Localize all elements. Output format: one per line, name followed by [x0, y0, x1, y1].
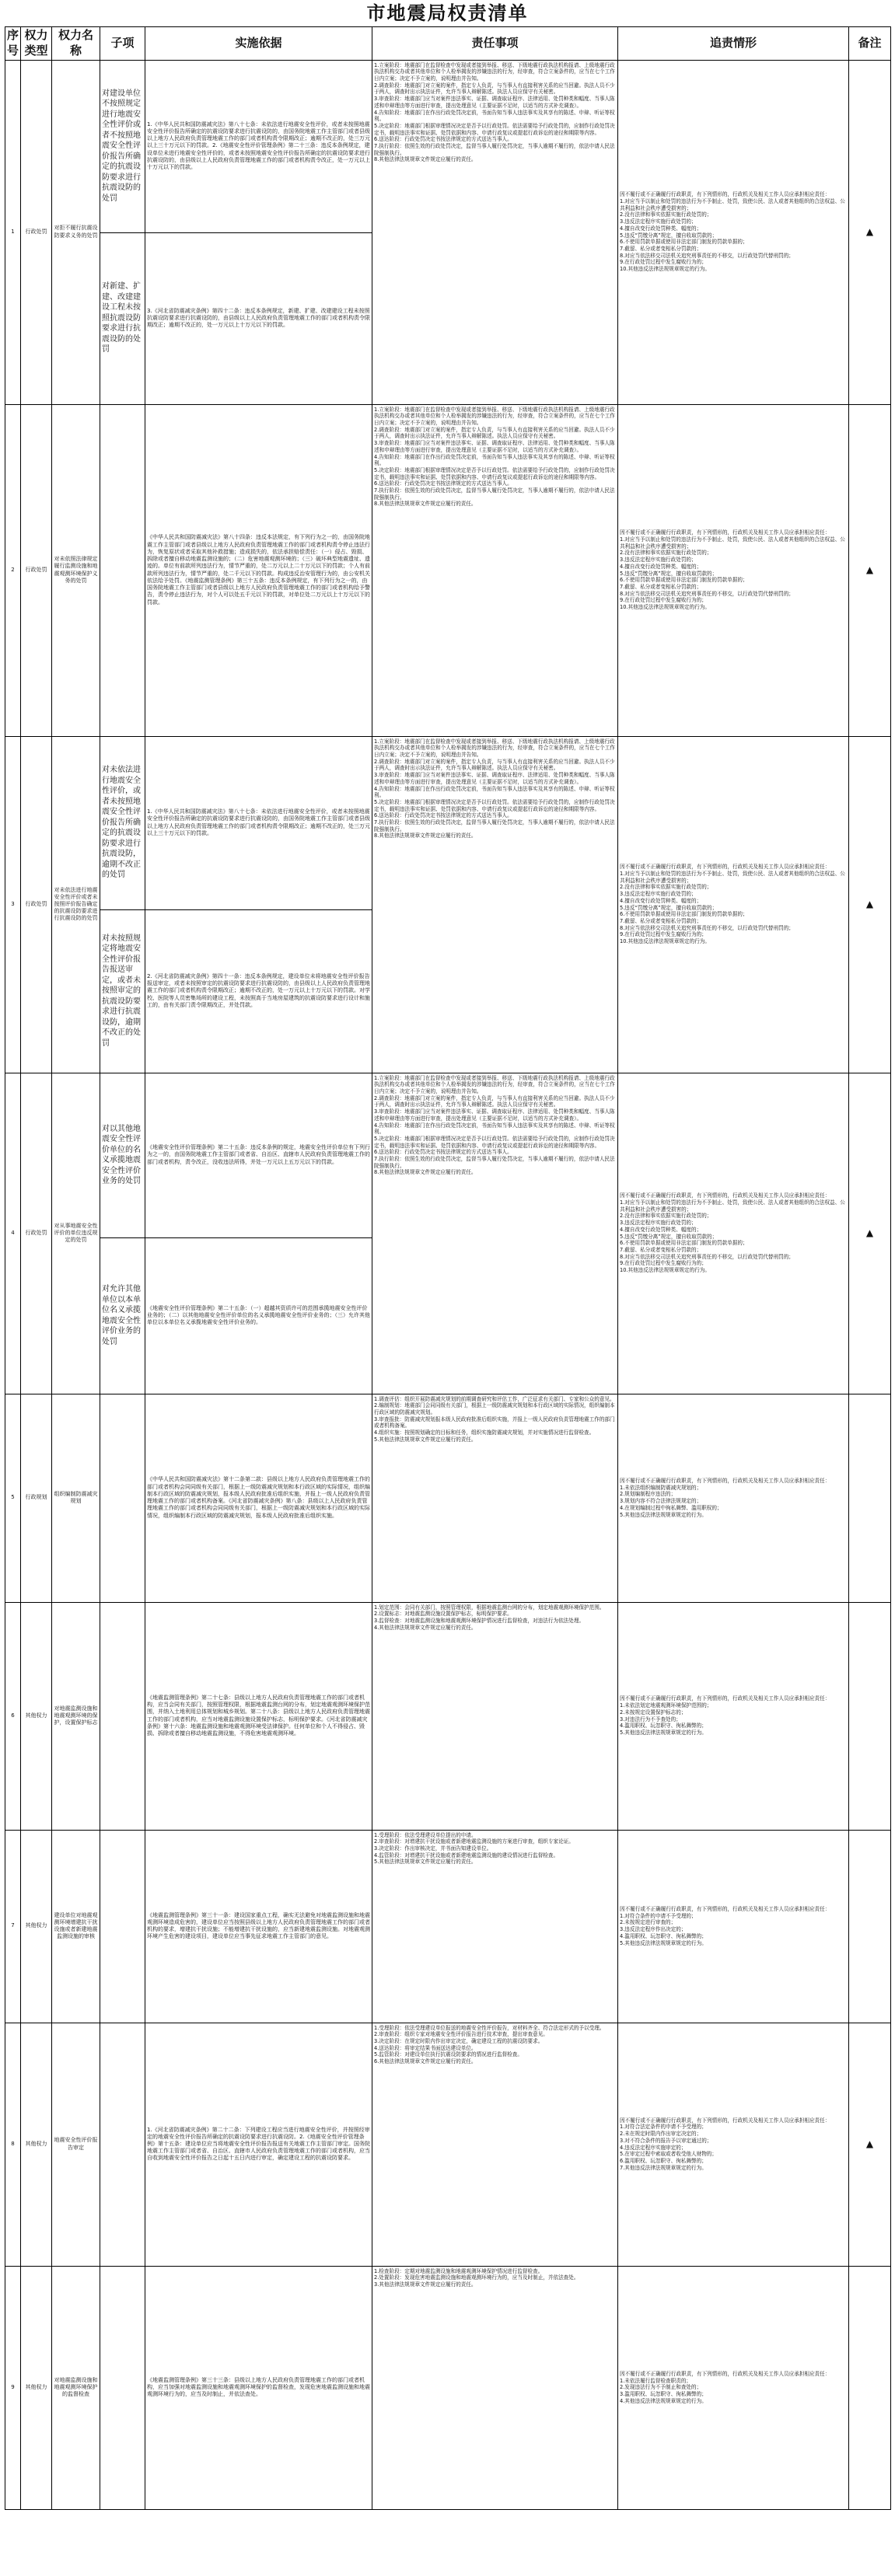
- text-line: 1.对应当予以制止和处罚的违法行为不予制止、处罚，致使公民、法人或者其他组织的合法权益、公共利益和社会秩序遭受损害的；: [620, 1199, 845, 1213]
- text-line: 3.审查阶段：地震部门应当对案件违法事实、证据、调查取证程序、法律适用、处罚种类和幅度、当事人陈述和申辩理由等方面进行审查，提出处理意见（主要证据不足时，以适当的方式补充调查）。: [374, 440, 615, 453]
- power-type: 行政处罚: [21, 1073, 52, 1394]
- sub-item: 对未依法进行地震安全性评价，或者未按照地震安全性评价报告所确定的抗震设防要求进行抗震设防，逾期不改正的处罚: [100, 736, 145, 909]
- text-line: 1.对应当予以制止和处罚的违法行为不予制止、处罚，致使公民、法人或者其他组织的合法权益、公共利益和社会秩序遭受损害的；: [620, 198, 845, 211]
- power-name: 地震安全性评价报告审定: [52, 2023, 100, 2266]
- text-line: 3.对不符合条件的报告予以审定通过的；: [620, 2137, 712, 2144]
- remark: [849, 1394, 891, 1602]
- text-line: 1.划定范围：会同有关部门，按照管理权限，根据地震监测台网的分布，划定地震观测环境保护范围。: [374, 1604, 605, 1611]
- text-line: 因不履行或不正确履行行政职责，有下列情形的，行政机关及相关工作人员应承担相应责任：: [620, 2370, 830, 2377]
- text-line: 7.截留、私分或者变相私分罚款的；: [620, 918, 702, 924]
- sub-item: [100, 2023, 145, 2266]
- text-line: 5.在审定过程中索取或者收受他人财物的；: [620, 2151, 717, 2158]
- text-line: 4.滥用职权、玩忽职守、徇私舞弊的；: [620, 1723, 707, 1730]
- text-line: 因不履行或不正确履行行政职责，有下列情形的，行政机关及相关工作人员应承担相应责任：: [620, 2117, 830, 2124]
- text-line: 因不履行或不正确履行行政职责，有下列情形的，行政机关及相关工作人员应承担相应责任：: [620, 191, 830, 198]
- text-line: 8.对应当依法移交司法机关追究刑事责任的不移交，以行政处罚代替刑罚的；: [620, 590, 794, 597]
- text-line: 8.对应当依法移交司法机关追究刑事责任的不移交，以行政处罚代替刑罚的；: [620, 252, 794, 259]
- text-line: 4.擅自改变行政处罚种类、幅度的；: [620, 897, 702, 904]
- table-row: [5, 736, 891, 909]
- text-line: 4.擅自改变行政处罚种类、幅度的；: [620, 563, 702, 570]
- header-cell: 子项: [100, 27, 145, 61]
- text-line: 3.其他法律法规规章文件规定应履行的责任。: [374, 2281, 477, 2288]
- responsibility-items: [372, 736, 618, 1073]
- text-line: 7.其他违反法律法规规章规定的行为。: [620, 2164, 707, 2171]
- text-line: 2.未按规定设置保护标志的；: [620, 1709, 687, 1716]
- text-line: 4.擅自改变行政处罚种类、幅度的；: [620, 1226, 702, 1233]
- text-line: 8.其他法律法规规章文件规定应履行的责任。: [374, 832, 477, 839]
- text-line: 9.在行政处罚过程中发生腐败行为的；: [620, 597, 707, 604]
- implementation-basis: 《地震监测管理条例》第三十一条：建设国家重点工程，确实无法避免对地震监测设施和地震观测环境造成危害的，建设单位应当按照县级以上地方人民政府负责管理地震工作的部门或者机构的要求，增建抗干扰设施；不能增建抗干扰设施的，应当新建地震监测设施。对地震观测环境产生危害的建设项目，建设单位应当事先征求地震工作主管部门的意见。: [145, 1830, 372, 2023]
- sub-item: 对未按照规定将地震安全性评价报告报送审定，或者未按照审定的抗震设防要求进行抗震设防，逾期不改正的处罚: [100, 909, 145, 1073]
- text-line: 7.截留、私分或者变相私分罚款的；: [620, 246, 702, 252]
- header-cell: 责任事项: [372, 27, 618, 61]
- implementation-basis: 《中华人民共和国防震减灾法》第十二条第二款：县级以上地方人民政府负责管理地震工作的部门或者机构会同同级有关部门，根据上一级防震减灾规划和本行政区域的实际情况，组织编制本行政区域的防震减灾规划，报本级人民政府批准后组织实施，并报上一级人民政府负责管理地震工作的部门或者机构备案。《河北省防震减灾条例》第八条：县级以上人民政府负责管理地震工作的部门或者机构会同同级有关部门，根据上一级防震减灾规划和本行政区域的实际情况，组织编制本行政区域的防震减灾规划，报本级人民政府批准后组织实施。: [145, 1394, 372, 1602]
- header-cell: 序号: [5, 27, 21, 61]
- power-name: 对地震监测设施和地震观测环境保护的监督检查: [52, 2266, 100, 2509]
- text-line: 4.告知阶段：地震部门在作出行政处罚决定前，书面告知当事人违法事实及其享有的陈述、申辩、听证等权利。: [374, 453, 615, 467]
- header-row: [5, 27, 891, 61]
- text-line: 6.不使用罚款单据或使用非法定部门制发的罚款单据的；: [620, 239, 748, 246]
- text-line: 3.审查阶段：地震部门应当对案件违法事实、证据、调查取证程序、法律适用、处罚种类和幅度、当事人陈述和申辩理由等方面进行审查，提出处理意见（主要证据不足时，以适当的方式补充调查）。: [374, 1108, 615, 1122]
- implementation-basis: 1.《河北省防震减灾条例》第二十二条：下列建设工程应当进行地震安全性评价，并按照经审定的地震安全性评价报告所确定的抗震设防要求进行抗震设防。2.《地震安全性评价管理条例》第十五条：建设单位应当将地震安全性评价报告报送有关地震工作主管部门审定。国务院地震工作主管部门或者省、自治区、直辖市人民政府负责管理地震工作的部门或者机构，应当自收到地震安全性评价报告之日起十五日内进行审定，确定建设工程的抗震设防要求。: [145, 2023, 372, 2266]
- remark: ▲: [849, 404, 891, 736]
- text-line: 因不履行或不正确履行行政职责，有下列情形的，行政机关及相关工作人员应承担相应责任：: [620, 1905, 830, 1912]
- text-line: 5.违反“罚缴分离”规定，擅自收取罚款的；: [620, 1233, 718, 1240]
- text-line: 6.送达阶段：行政处罚决定书按法律规定的方式送达当事人。: [374, 136, 512, 143]
- text-line: 3.滥用职权、玩忽职守、徇私舞弊的；: [620, 2390, 707, 2397]
- text-line: 4.其他法律法规规章文件规定应履行的责任。: [374, 1624, 477, 1631]
- row-number: 2: [5, 404, 21, 736]
- implementation-basis: 1.《中华人民共和国防震减灾法》第八十七条：未依法进行地震安全性评价，或者未按照地震安全性评价报告所确定的抗震设防要求进行抗震设防的，由国务院地震工作主管部门或者县级以上地方人民政府负责管理地震工作的部门或者机构责令限期改正；逾期不改正的，处三万元以上三十万元以下的罚款。: [145, 736, 372, 909]
- implementation-basis: 1.《中华人民共和国防震减灾法》第八十七条：未依法进行地震安全性评价，或者未按照地震安全性评价报告所确定的抗震设防要求进行抗震设防的，由国务院地震工作主管部门或者县级以上地方人民政府负责管理地震工作的部门或者机构责令限期改正；逾期不改正的，处三万元以上三十万元以下的罚款。2.《地震安全性评价管理条例》第二十三条：违反本条例规定，建设单位未进行地震安全性评价的，或者未按照地震安全性评价报告所确定的抗震设防要求进行抗震设防的，由县级以上人民政府负责管理地震工作的部门或者机构责令改正，处一万元以上十万元以下的罚款。: [145, 60, 372, 232]
- text-line: 6.不使用罚款单据或使用非法定部门制发的罚款单据的；: [620, 911, 748, 918]
- text-line: 因不履行或不正确履行行政职责，有下列情形的，行政机关及相关工作人员应承担相应责任：: [620, 1477, 830, 1484]
- header-cell: 备注: [849, 27, 891, 61]
- text-line: 3.审查阶段：地震部门应当对案件违法事实、证据、调查取证程序、法律适用、处罚种类和幅度、当事人陈述和申辩理由等方面进行审查，提出处理意见（主要证据不足时，以适当的方式补充调查）。: [374, 772, 615, 785]
- text-line: 1.未依法组织编制防震减灾规划的；: [620, 1484, 702, 1491]
- text-line: 5.其他违反法律法规规章规定的行为。: [620, 1939, 707, 1946]
- row-number: 9: [5, 2266, 21, 2509]
- text-line: 3.违反法定程序实施行政处罚的；: [620, 218, 697, 225]
- accountability-cases: [618, 404, 849, 736]
- sub-item: 对建设单位不按照规定进行地震安全性评价或者不按照地震安全性评价报告所确定的抗震设防要求进行抗震设防的处罚: [100, 60, 145, 232]
- sub-item: [100, 404, 145, 736]
- text-line: 7.执行阶段：依照生效的行政处罚决定，监督当事人履行处罚决定，当事人逾期不履行的，依法申请人民法院强制执行。: [374, 487, 615, 501]
- power-name: 组织编制防震减灾规划: [52, 1394, 100, 1602]
- text-line: 2.未按规定进行审查的；: [620, 1919, 676, 1926]
- text-line: 1.未依法划定地震观测环境保护范围的；: [620, 1702, 712, 1709]
- text-line: 3.监督检查：对地震监测设施和地震观测环境保护情况进行监督检查，对违法行为依法处理。: [374, 1618, 585, 1624]
- implementation-basis: 《地震安全性评价管理条例》第二十五条：违反本条例的规定，地震安全性评价单位有下列行为之一的，由国务院地震工作主管部门或者省、自治区、直辖市人民政府负责管理地震工作的部门或者机构，责令改正，没收违法所得，并处一万元以上五万元以下的罚款。: [145, 1073, 372, 1237]
- text-line: 3.违反法定程序实施行政处罚的；: [620, 557, 697, 564]
- text-line: 2.调查阶段：地震部门对立案的案件，指定专人负责，与当事人有直接利害关系的应当回避。执法人员不少于两人，调查时出示执法证件，允许当事人辩解陈述。执法人员应保守有关秘密。: [374, 1094, 615, 1108]
- accountability-cases: [618, 1394, 849, 1602]
- implementation-basis: 《地震安全性评价管理条例》第二十五条：（一）超越其资质许可的范围承揽地震安全性评价业务的；（二）以其他地震安全性评价单位的名义承揽地震安全性评价业务的；（三）允许其他单位以本单位名义承揽地震安全性评价业务的。: [145, 1237, 372, 1394]
- text-line: 2.没有法律和事实依据实施行政处罚的；: [620, 884, 712, 891]
- text-line: 1.受理阶段：依法受理建设单位报送的地震安全性评价报告，对材料齐全、符合法定形式的予以受理。: [374, 2024, 605, 2031]
- power-name: 对从事地震安全性评价的单位违反规定的处罚: [52, 1073, 100, 1394]
- text-line: 1.对符合法定条件的申请不予受理的；: [620, 2124, 707, 2131]
- text-line: 2.未在规定时限内作出审定决定的；: [620, 2131, 702, 2138]
- text-line: 6.滥用职权、玩忽职守、徇私舞弊的；: [620, 2158, 707, 2164]
- power-type: 行政处罚: [21, 60, 52, 404]
- text-line: 5.违反“罚缴分离”规定，擅自收取罚款的；: [620, 904, 718, 911]
- text-line: 10.其他违反法律法规规章规定的行为。: [620, 938, 710, 945]
- sub-item: [100, 1602, 145, 1830]
- text-line: 10.其他违反法律法规规章规定的行为。: [620, 266, 710, 273]
- text-line: 6.送达阶段：行政处罚决定书按法律规定的方式送达当事人。: [374, 1149, 512, 1156]
- text-line: 10.其他违反法律法规规章规定的行为。: [620, 604, 710, 611]
- text-line: 1.立案阶段：地震部门在监督检查中发现或者接到举报、移送、下级地震行政执法机构报请、上级地震行政执法机构交办或者其他单位和个人检举揭发的涉嫌违法的行为，经审查，符合立案条件的，应当在七个工作日内立案；决定不予立案的，说明理由并告知。: [374, 406, 615, 426]
- text-line: 5.决定阶段：地震部门根据审理情况决定是否予以行政处罚。依法需要给予行政处罚的，应制作行政处罚决定书，载明违法事实和证据、处罚依据和内容、申请行政复议或提起行政诉讼的途径和期限等内容。: [374, 798, 615, 812]
- text-line: 1.对应当予以制止和处罚的违法行为不予制止、处罚，致使公民、法人或者其他组织的合法权益、公共利益和社会秩序遭受损害的；: [620, 536, 845, 550]
- text-line: 因不履行或不正确履行行政职责，有下列情形的，行政机关及相关工作人员应承担相应责任：: [620, 1695, 830, 1702]
- text-line: 9.在行政处罚过程中发生腐败行为的；: [620, 1260, 707, 1267]
- remark: [849, 1830, 891, 2023]
- accountability-cases: [618, 2266, 849, 2509]
- text-line: 5.决定阶段：地震部门根据审理情况决定是否予以行政处罚。依法需要给予行政处罚的，应制作行政处罚决定书，载明违法事实和证据、处罚依据和内容、申请行政复议或提起行政诉讼的途径和期限等内容。: [374, 466, 615, 480]
- accountability-cases: [618, 1830, 849, 2023]
- text-line: 1.受理阶段：依法受理建设单位提出的申请。: [374, 1831, 477, 1838]
- text-line: 2.调查阶段：地震部门对立案的案件，指定专人负责，与当事人有直接利害关系的应当回避。执法人员不少于两人，调查时出示执法证件，允许当事人辩解陈述。执法人员应保守有关秘密。: [374, 82, 615, 96]
- text-line: 1.检查阶段：定期对地震监测设施和地震观测环境保护情况进行监督检查。: [374, 2267, 544, 2274]
- text-line: 4.组织实施：按照规划确定的目标和任务，组织实施防震减灾规划，并对实施情况进行监督检查。: [374, 1429, 595, 1436]
- power-type: 行政处罚: [21, 736, 52, 1073]
- text-line: 6.送达阶段：行政处罚决定书按法律规定的方式送达当事人。: [374, 480, 512, 487]
- header-cell: 追责情形: [618, 27, 849, 61]
- text-line: 5.其他法律法规规章文件规定应履行的责任。: [374, 1436, 477, 1443]
- text-line: 5.监管阶段：对建设单位执行抗震设防要求的情况进行监督检查。: [374, 2051, 523, 2058]
- table-row: [5, 2023, 891, 2266]
- table-row: [5, 1073, 891, 1237]
- remark: ▲: [849, 1073, 891, 1394]
- sub-item: 对新建、扩建、改建建设工程未按照抗震设防要求进行抗震设防的处罚: [100, 232, 145, 404]
- text-line: 3.违反法定程序实施行政处罚的；: [620, 891, 697, 898]
- text-line: 1.对应当予以制止和处罚的违法行为不予制止、处罚，致使公民、法人或者其他组织的合法权益、公共利益和社会秩序遭受损害的；: [620, 871, 845, 884]
- text-line: 1.立案阶段：地震部门在监督检查中发现或者接到举报、移送、下级地震行政执法机构报请、上级地震行政执法机构交办或者其他单位和个人检举揭发的涉嫌违法的行为，经审查，符合立案条件的，应当在七个工作日内立案；决定不予立案的，说明理由并告知。: [374, 738, 615, 758]
- power-name: 建设单位对地震观测环境增建抗干扰设施或者新建地震监测设施的审核: [52, 1830, 100, 2023]
- text-line: 5.决定阶段：地震部门根据审理情况决定是否予以行政处罚。依法需要给予行政处罚的，应制作行政处罚决定书，载明违法事实和证据、处罚依据和内容、申请行政复议或提起行政诉讼的途径和期限等内容。: [374, 122, 615, 136]
- row-number: 3: [5, 736, 21, 1073]
- text-line: 3.违反法定程序实施行政处罚的；: [620, 1220, 697, 1227]
- text-line: 4.监管阶段：对增建抗干扰设施或者新建地震监测设施的建设情况进行监督检查。: [374, 1852, 559, 1859]
- text-line: 6.其他法律法规规章文件规定应履行的责任。: [374, 2058, 477, 2065]
- table-row: [5, 1602, 891, 1830]
- power-type: 其他权力: [21, 2023, 52, 2266]
- table-row: [5, 2266, 891, 2509]
- row-number: 7: [5, 1830, 21, 2023]
- accountability-cases: [618, 1602, 849, 1830]
- text-line: 2.没有法律和事实依据实施行政处罚的；: [620, 211, 712, 218]
- text-line: 5.其他违反法律法规规章规定的行为。: [620, 1511, 707, 1518]
- remark: [849, 1602, 891, 1830]
- power-name: 对拒不履行抗震设防要求义务的处罚: [52, 60, 100, 404]
- remark: ▲: [849, 2023, 891, 2266]
- text-line: 2.处置阶段：发现危害地震监测设施和地震观测环境行为的，应当及时制止，并依法查处。: [374, 2274, 579, 2281]
- sub-item: [100, 1394, 145, 1602]
- text-line: 3.决定阶段：在规定时限内作出审定决定，确定建设工程的抗震设防要求。: [374, 2038, 544, 2044]
- text-line: 1.对符合条件的申请不予受理的；: [620, 1912, 697, 1919]
- text-line: 2.审查阶段：对增建抗干扰设施或者新建地震监测设施的方案进行审查，组织专家论证。: [374, 1838, 574, 1845]
- text-line: 2.规划编制程序违法的；: [620, 1491, 676, 1498]
- header-cell: 权力类型: [21, 27, 52, 61]
- text-line: 2.审查阶段：组织专家对地震安全性评价报告进行技术审查，提出审查意见。: [374, 2031, 548, 2038]
- responsibility-items: [372, 1073, 618, 1394]
- remark: ▲: [849, 60, 891, 404]
- text-line: 因不履行或不正确履行行政职责，有下列情形的，行政机关及相关工作人员应承担相应责任：: [620, 864, 830, 871]
- text-line: 7.执行阶段：依照生效的行政处罚决定，监督当事人履行处罚决定，当事人逾期不履行的，依法申请人民法院强制执行。: [374, 1156, 615, 1169]
- implementation-basis: 《地震监测管理条例》第三十三条：县级以上地方人民政府负责管理地震工作的部门或者机构，应当加强对地震监测设施和地震观测环境保护的监督检查，发现危害地震监测设施和地震观测环境行为的，应当及时制止，并依法查处。: [145, 2266, 372, 2509]
- text-line: 2.发现违法行为不予制止和查处的；: [620, 2384, 702, 2391]
- text-line: 3.违反法定程序作出决定的；: [620, 1926, 687, 1933]
- sub-item: [100, 2266, 145, 2509]
- responsibility-items: [372, 2023, 618, 2266]
- text-line: 1.调查评估：组织开展防震减灾规划的前期调查研究和评估工作，广泛征求有关部门、专家和公众的意见。: [374, 1395, 615, 1402]
- text-line: 4.告知阶段：地震部门在作出行政处罚决定前，书面告知当事人违法事实及其享有的陈述、申辩、听证等权利。: [374, 785, 615, 799]
- text-line: 7.执行阶段：依照生效的行政处罚决定，监督当事人履行处罚决定，当事人逾期不履行的，依法申请人民法院强制执行。: [374, 819, 615, 832]
- remark: ▲: [849, 736, 891, 1073]
- text-line: 4.违反法定程序实施审定的；: [620, 2144, 687, 2151]
- table-row: [5, 1830, 891, 2023]
- row-number: 4: [5, 1073, 21, 1394]
- text-line: 5.决定阶段：地震部门根据审理情况决定是否予以行政处罚。依法需要给予行政处罚的，应制作行政处罚决定书，载明违法事实和证据、处罚依据和内容、申请行政复议或提起行政诉讼的途径和期限等内容。: [374, 1135, 615, 1149]
- power-type: 其他权力: [21, 1602, 52, 1830]
- text-line: 4.擅自改变行政处罚种类、幅度的；: [620, 225, 702, 232]
- text-line: 8.对应当依法移交司法机关追究刑事责任的不移交，以行政处罚代替刑罚的；: [620, 1253, 794, 1260]
- text-line: 2.编制规划：地震部门会同同级有关部门，根据上一级防震减灾规划和本行政区域的实际情况，组织编制本行政区域的防震减灾规划。: [374, 1402, 615, 1415]
- text-line: 2.调查阶段：地震部门对立案的案件，指定专人负责，与当事人有直接利害关系的应当回避。执法人员不少于两人，调查时出示执法证件，允许当事人辩解陈述。执法人员应保守有关秘密。: [374, 426, 615, 440]
- table-row: [5, 1394, 891, 1602]
- sub-item: 对允许其他单位以本单位名义承揽地震安全性评价业务的处罚: [100, 1237, 145, 1394]
- power-type: 行政处罚: [21, 404, 52, 736]
- text-line: 4.告知阶段：地震部门在作出行政处罚决定前，书面告知当事人违法事实及其享有的陈述、申辩、听证等权利。: [374, 1122, 615, 1136]
- responsibility-items: [372, 1394, 618, 1602]
- text-line: 8.其他法律法规规章文件规定应履行的责任。: [374, 156, 477, 163]
- text-line: 3.决定阶段：作出审核决定，并书面告知建设单位。: [374, 1845, 492, 1852]
- power-type: 其他权力: [21, 2266, 52, 2509]
- power-type: 行政规划: [21, 1394, 52, 1602]
- text-line: 4.在规划编制过程中徇私舞弊、滥用职权的；: [620, 1504, 722, 1511]
- text-line: 6.不使用罚款单据或使用非法定部门制发的罚款单据的；: [620, 577, 748, 584]
- text-line: 7.执行阶段：依照生效的行政处罚决定，监督当事人履行处罚决定，当事人逾期不履行的，依法申请人民法院强制执行。: [374, 143, 615, 156]
- table-body: [5, 60, 891, 2509]
- text-line: 3.审查报批：防震减灾规划报本级人民政府批准后组织实施，并报上一级人民政府负责管理地震工作的部门或者机构备案。: [374, 1415, 615, 1429]
- implementation-basis: 《地震监测管理条例》第二十七条：县级以上地方人民政府负责管理地震工作的部门或者机构，应当会同有关部门，按照管理权限，根据地震监测台网的分布，划定地震观测环境保护范围，并纳入土地利用总体规划和城乡规划。第二十八条：县级以上地方人民政府负责管理地震工作的部门或者机构，应当对地震监测设施设置保护标志，标明保护要求。《河北省防震减灾条例》第十六条：地震监测设施和地震观测环境受法律保护。任何单位和个人不得侵占、毁损、拆除或者擅自移动地震监测设施，不得危害地震观测环境。: [145, 1602, 372, 1830]
- implementation-basis: 2.《河北省防震减灾条例》第四十一条：违反本条例规定，建设单位未将地震安全性评价报告报送审定，或者未按照审定的抗震设防要求进行抗震设防的，由县级以上人民政府负责管理地震工作的部门或者机构责令限期改正；逾期不改正的，处一万元以上十万元以下的罚款。对学校、医院等人员密集场所的建设工程，未按照高于当地房屋建筑的抗震设防要求进行设计和施工的，由有关部门责令限期改正，并处罚款。: [145, 909, 372, 1073]
- text-line: 6.不使用罚款单据或使用非法定部门制发的罚款单据的；: [620, 1240, 748, 1247]
- text-line: 4.送达阶段：将审定结果书面送达建设单位。: [374, 2044, 477, 2051]
- text-line: 1.未依法履行监督检查职责的；: [620, 2377, 692, 2384]
- row-number: 1: [5, 60, 21, 404]
- responsibility-items: [372, 60, 618, 404]
- text-line: 1.立案阶段：地震部门在监督检查中发现或者接到举报、移送、下级地震行政执法机构报请、上级地震行政执法机构交办或者其他单位和个人检举揭发的涉嫌违法的行为，经审查，符合立案条件的，应当在七个工作日内立案；决定不予立案的，说明理由并告知。: [374, 1074, 615, 1094]
- text-line: 9.在行政处罚过程中发生腐败行为的；: [620, 259, 707, 266]
- text-line: 8.其他法律法规规章文件规定应履行的责任。: [374, 1169, 477, 1176]
- text-line: 8.其他法律法规规章文件规定应履行的责任。: [374, 501, 477, 508]
- responsibility-items: [372, 1602, 618, 1830]
- text-line: 2.没有法律和事实依据实施行政处罚的；: [620, 550, 712, 557]
- power-list-table: [5, 26, 891, 2510]
- page-title: 市地震局权责清单: [366, 2, 529, 24]
- remark: [849, 2266, 891, 2509]
- text-line: 9.在行政处罚过程中发生腐败行为的；: [620, 931, 707, 938]
- row-number: 5: [5, 1394, 21, 1602]
- accountability-cases: [618, 1073, 849, 1394]
- implementation-basis: 《中华人民共和国防震减灾法》第八十四条：违反本法规定，有下列行为之一的，由国务院地震工作主管部门或者县级以上地方人民政府负责管理地震工作的部门或者机构责令停止违法行为，恢复原状或者采取其他补救措施；造成损失的，依法承担赔偿责任：（一）侵占、毁损、拆除或者擅自移动地震监测设施的；（二）危害地震观测环境的；（三）破坏典型地震遗址、遗迹的。单位有前款所列违法行为，情节严重的，处二万元以上二十万元以下的罚款；个人有前款所列违法行为，情节严重的，处二千元以下的罚款。构成违反治安管理行为的，由公安机关依法给予处罚。《地震监测管理条例》第三十五条：违反本条例规定，有下列行为之一的，由国务院地震工作主管部门或者县级以上地方人民政府负责管理地震工作的部门或者机构给予警告，责令停止违法行为，对个人可以处五千元以下的罚款，对单位处二万元以上十万元以下的罚款。: [145, 404, 372, 736]
- text-line: 5.其他违反法律法规规章规定的行为。: [620, 1730, 707, 1736]
- accountability-cases: [618, 736, 849, 1073]
- responsibility-items: [372, 1830, 618, 2023]
- power-name: 对未依法进行地震安全性评价或者未按照评价报告确定的抗震设防要求进行抗震设防的处罚: [52, 736, 100, 1073]
- header-cell: 实施依据: [145, 27, 372, 61]
- text-line: 7.截留、私分或者变相私分罚款的；: [620, 584, 702, 590]
- sub-item: [100, 1830, 145, 2023]
- text-line: 2.调查阶段：地震部门对立案的案件，指定专人负责，与当事人有直接利害关系的应当回避。执法人员不少于两人，调查时出示执法证件，允许当事人辩解陈述。执法人员应保守有关秘密。: [374, 758, 615, 772]
- power-type: 其他权力: [21, 1830, 52, 2023]
- power-name: 对未依照法律规定履行监测设施和地震观测环境保护义务的处罚: [52, 404, 100, 736]
- row-number: 8: [5, 2023, 21, 2266]
- text-line: 4.其他违反法律法规规章规定的行为。: [620, 2397, 707, 2404]
- text-line: 5.其他法律法规规章文件规定应履行的责任。: [374, 1859, 477, 1866]
- text-line: 10.其他违反法律法规规章规定的行为。: [620, 1267, 710, 1274]
- text-line: 5.违反“罚缴分离”规定，擅自收取罚款的；: [620, 570, 718, 577]
- text-line: 1.立案阶段：地震部门在监督检查中发现或者接到举报、移送、下级地震行政执法机构报请、上级地震行政执法机构交办或者其他单位和个人检举揭发的涉嫌违法的行为，经审查，符合立案条件的，应当在七个工作日内立案；决定不予立案的，说明理由并告知。: [374, 61, 615, 82]
- responsibility-items: [372, 404, 618, 736]
- implementation-basis: 3.《河北省防震减灾条例》第四十二条：违反本条例规定，新建、扩建、改建建设工程未按照抗震设防要求进行抗震设防的，由县级以上人民政府负责管理地震工作的部门或者机构责令限期改正；逾期不改正的，处一万元以上十万元以下的罚款。: [145, 232, 372, 404]
- text-line: 2.设置标志：对地震监测设施设置保护标志，标明保护要求。: [374, 1611, 512, 1618]
- header-cell: 权力名称: [52, 27, 100, 61]
- row-number: 6: [5, 1602, 21, 1830]
- text-line: 因不履行或不正确履行行政职责，有下列情形的，行政机关及相关工作人员应承担相应责任：: [620, 1192, 830, 1199]
- text-line: 6.送达阶段：行政处罚决定书按法律规定的方式送达当事人。: [374, 812, 512, 819]
- power-name: 对地震监测设施和地震观测环境的保护，设置保护标志: [52, 1602, 100, 1830]
- text-line: 8.对应当依法移交司法机关追究刑事责任的不移交，以行政处罚代替刑罚的；: [620, 924, 794, 931]
- text-line: 5.违反“罚缴分离”规定，擅自收取罚款的；: [620, 232, 718, 239]
- sub-item: 对以其他地震安全性评价单位的名义承揽地震安全性评价业务的处罚: [100, 1073, 145, 1237]
- text-line: 3.审查阶段：地震部门应当对案件违法事实、证据、调查取证程序、法律适用、处罚种类和幅度、当事人陈述和申辩理由等方面进行审查，提出处理意见（主要证据不足时，以适当的方式补充调查）。: [374, 96, 615, 109]
- table-row: [5, 60, 891, 232]
- accountability-cases: [618, 2023, 849, 2266]
- text-line: 3.规划内容不符合法律法规规定的；: [620, 1498, 702, 1505]
- text-line: 7.截留、私分或者变相私分罚款的；: [620, 1247, 702, 1253]
- accountability-cases: [618, 60, 849, 404]
- responsibility-items: [372, 2266, 618, 2509]
- text-line: 3.对违法行为不予查处的；: [620, 1716, 681, 1723]
- text-line: 4.滥用职权、玩忽职守、徇私舞弊的；: [620, 1932, 707, 1939]
- text-line: 因不履行或不正确履行行政职责，有下列情形的，行政机关及相关工作人员应承担相应责任：: [620, 529, 830, 536]
- text-line: 4.告知阶段：地震部门在作出行政处罚决定前，书面告知当事人违法事实及其享有的陈述、申辩、听证等权利。: [374, 109, 615, 123]
- text-line: 2.没有法律和事实依据实施行政处罚的；: [620, 1213, 712, 1220]
- table-row: [5, 404, 891, 736]
